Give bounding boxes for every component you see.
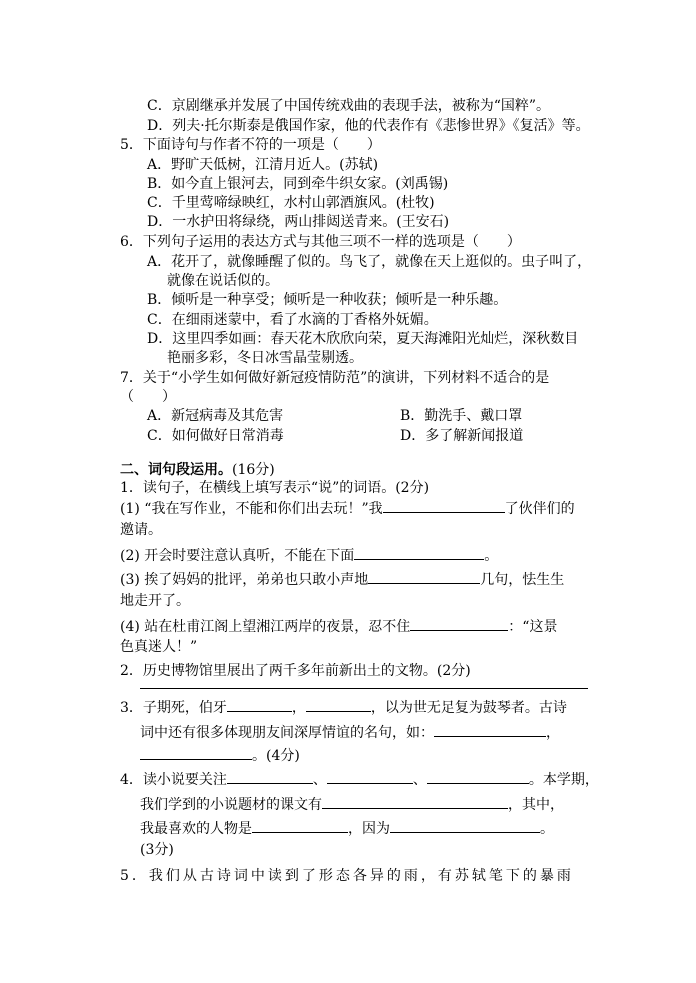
- s4-text-i: 。: [540, 821, 554, 837]
- q6-option-d-cont: 艳丽多彩，冬日冰雪晶莹剔透。: [167, 350, 363, 366]
- s4-blank-3[interactable]: [427, 768, 529, 784]
- s3-blank-1[interactable]: [227, 696, 292, 712]
- s3-text-f: 。(4分): [252, 748, 300, 764]
- s1-p3-blank[interactable]: [368, 568, 480, 584]
- s1-stem: 1．读句子，在横线上填写表示“说”的词语。(2分): [120, 480, 430, 496]
- s3-line3: [140, 744, 300, 766]
- s1-p3-cont: 地走开了。: [120, 593, 190, 609]
- s4-line3: [140, 817, 554, 839]
- s1-p1: [120, 497, 575, 519]
- q6-option-a-cont: 就像在说话似的。: [167, 273, 279, 289]
- s1-p1-text-end: 了伙伴们的: [504, 501, 575, 517]
- s4-text-e: 我们学到的小说题材的课文有: [140, 797, 322, 813]
- q7-option-b: B．勤洗手、戴口罩: [400, 408, 523, 424]
- q7-stem: 7．关于“小学生如何做好新冠疫情防范”的演讲，下列材料不适合的是: [120, 370, 550, 386]
- s1-p3-text-end: 几句，怯生生: [480, 572, 565, 588]
- q7-option-d: D．多了解新闻报道: [400, 428, 524, 444]
- q6-stem: 6．下列句子运用的表达方式与其他三项不一样的选项是（ ）: [120, 234, 521, 250]
- q6-option-d: D．这里四季如画：春天花木欣欣向荣，夏天海滩阳光灿烂，深秋数目: [147, 331, 579, 347]
- s4-blank-6[interactable]: [390, 817, 540, 833]
- s1-p4-text: (4) 站在杜甫江阁上望湘江两岸的夜景，忍不住: [120, 619, 411, 635]
- s1-p2: [120, 544, 498, 566]
- section2-heading: [120, 460, 275, 480]
- q5-stem: 5．下面诗句与作者不符的一项是（ ）: [120, 137, 381, 153]
- s4-score: (3分): [140, 842, 174, 858]
- s4-line2: [140, 793, 564, 815]
- q5-option-c: C．千里莺啼绿映红，水村山郭酒旗风。(杜牧): [147, 195, 435, 211]
- s3-text-e: ，: [546, 725, 560, 741]
- s4-text-b: 、: [312, 772, 327, 788]
- s4-line1: [120, 768, 599, 790]
- s3-text-c: ，以为世无足复为鼓琴者。古诗: [370, 700, 567, 716]
- s1-p3-text: (3) 挨了妈妈的批评，弟弟也只敢小声地: [120, 572, 369, 588]
- s4-text-h: ，因为: [348, 821, 390, 837]
- s1-p1-cont: 邀请。: [120, 522, 162, 538]
- s3-blank-4[interactable]: [140, 744, 252, 760]
- s1-p2-text-end: 。: [484, 548, 499, 564]
- s4-text-f: ，其中，: [508, 797, 564, 813]
- s4-blank-1[interactable]: [227, 768, 313, 784]
- s5-line1: 5．我们从古诗词中读到了形态各异的雨，有苏轼笔下的暴雨: [120, 868, 574, 884]
- q5-option-b: B．如今直上银河去，同到牵牛织女家。(刘禹锡): [147, 176, 449, 192]
- q6-option-a: A．花开了，就像睡醒了似的。鸟飞了，就像在天上逛似的。虫子叫了，: [147, 254, 592, 270]
- s4-text-g: 我最喜欢的人物是: [140, 821, 252, 837]
- s4-text-a: 4．读小说要关注: [120, 772, 227, 788]
- s1-p4-text-end: ：“这景: [508, 619, 558, 635]
- s3-line1: [120, 696, 567, 718]
- s1-p4: [120, 615, 557, 637]
- q5-option-d: D．一水护田将绿绕，两山排闼送青来。(王安石): [147, 214, 450, 230]
- s3-line2: [140, 721, 560, 743]
- q7-option-a: A．新冠病毒及其危害: [147, 408, 284, 424]
- s1-p4-cont: 色真迷人！”: [120, 639, 198, 655]
- q4-option-d: D．列夫·托尔斯泰是俄国作家，他的代表作有《悲惨世界》《复活》等。: [147, 118, 590, 134]
- section2-title: 二、词句段运用。: [120, 462, 232, 478]
- s3-text-a: 3．子期死，伯牙: [120, 700, 227, 716]
- s2-answer-line[interactable]: [140, 688, 588, 689]
- s1-p4-blank[interactable]: [410, 615, 508, 631]
- s1-p1-blank[interactable]: [383, 497, 505, 513]
- s4-text-c: 、: [412, 772, 427, 788]
- q6-option-c: C．在细雨迷蒙中，看了水滴的丁香格外妩媚。: [147, 312, 438, 328]
- s2-stem: 2．历史博物馆里展出了两千多年前新出土的文物。(2分): [120, 663, 471, 679]
- s1-p1-text: (1) “我在写作业，不能和你们出去玩！”我: [120, 501, 383, 517]
- q5-option-a: A．野旷天低树，江清月近人。(苏轼): [147, 157, 379, 173]
- s4-blank-5[interactable]: [252, 817, 348, 833]
- s4-text-d: 。本学期，: [528, 772, 599, 788]
- s3-text-b: ，: [291, 700, 306, 716]
- s3-blank-3[interactable]: [434, 721, 546, 737]
- q4-option-c: C．京剧继承并发展了中国传统戏曲的表现手法，被称为“国粹”。: [147, 98, 551, 114]
- s4-blank-2[interactable]: [327, 768, 413, 784]
- s4-blank-4[interactable]: [322, 793, 508, 809]
- s1-p3: [120, 568, 564, 590]
- s3-text-d: 词中还有很多体现朋友间深厚情谊的名句，如：: [140, 725, 434, 741]
- q7-paren: （ ）: [120, 389, 176, 405]
- section2-score: (16分): [232, 462, 275, 478]
- q7-option-c: C．如何做好日常消毒: [147, 428, 284, 444]
- q6-option-b: B．倾听是一种享受；倾听是一种收获；倾听是一种乐趣。: [147, 292, 508, 308]
- s1-p2-blank[interactable]: [354, 544, 484, 560]
- s3-blank-2[interactable]: [306, 696, 371, 712]
- s1-p2-text: (2) 开会时要注意认真听，不能在下面: [120, 548, 355, 564]
